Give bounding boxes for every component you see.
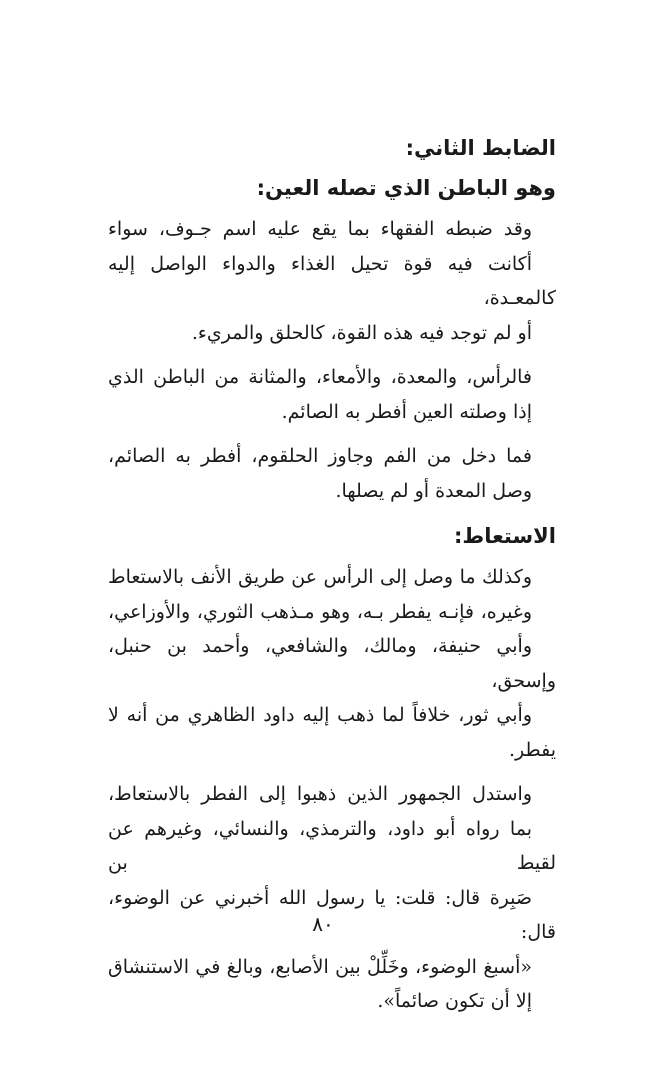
paragraph-line: أكانت فيه قوة تحيل الغذاء والدواء الواصل إليه كالمعـدة، xyxy=(108,252,556,309)
paragraph-nose xyxy=(108,560,556,767)
page-number: ٨٠ xyxy=(312,912,334,936)
paragraph-line: وأبي حنيفة، ومالك، والشافعي، وأحمد بن حنبل، وإسحق، xyxy=(108,635,556,692)
paragraph-line: إذا وصلته العين أفطر به الصائم. xyxy=(281,400,532,423)
paragraph-line: فالرأس، والمعدة، والأمعاء، والمثانة من الباطن الذي xyxy=(108,366,532,388)
paragraph-line: بما رواه أبو داود، والترمذي، والنسائي، وغيرهم عن لقيط بن xyxy=(108,817,556,874)
heading-second-criterion: الضابط الثاني: xyxy=(405,136,556,160)
paragraph-mouth xyxy=(108,439,556,508)
paragraph-line: فما دخل من الفم وجاوز الحلقوم، أفطر به الصائم، xyxy=(108,445,532,467)
paragraph-line: وقد ضبطه الفقهاء بما يقع عليه اسم جـوف، سواء xyxy=(108,218,532,240)
paragraph-line: وكذلك ما وصل إلى الرأس عن طريق الأنف بالاستعاط xyxy=(108,566,532,588)
paragraph-line: أو لم توجد فيه هذه القوة، كالحلق والمريء. xyxy=(191,321,532,344)
heading-istiat: الاستعاط: xyxy=(453,524,556,548)
paragraph-line: «أسبغ الوضوء، وخَلِّلْ بين الأصابع، وبالغ في الاستنشاق xyxy=(108,955,532,978)
paragraph-examples xyxy=(108,360,556,429)
paragraph-line: وأبي ثور، خلافاً لما ذهب إليه داود الظاهري من أنه لا يفطر. xyxy=(108,704,556,761)
heading-inner-cavity: وهو الباطن الذي تصله العين: xyxy=(256,176,556,200)
paragraph-line: صَبِرة قال: قلت: يا رسول الله أخبرني عن الوضوء، قال: xyxy=(108,886,556,943)
paragraph-line: واستدل الجمهور الذين ذهبوا إلى الفطر بالاستعاط، xyxy=(108,783,532,805)
page-body xyxy=(108,130,556,1029)
paragraph-line: وغيره، فإنـه يفطر بـه، وهو مـذهب الثوري، والأوزاعي، xyxy=(108,600,532,623)
paragraph-line: إلا أن تكون صائماً». xyxy=(377,990,532,1012)
paragraph-definition xyxy=(108,212,556,350)
paragraph-line: وصل المعدة أو لم يصلها. xyxy=(335,479,532,502)
paragraph-evidence xyxy=(108,777,556,1019)
